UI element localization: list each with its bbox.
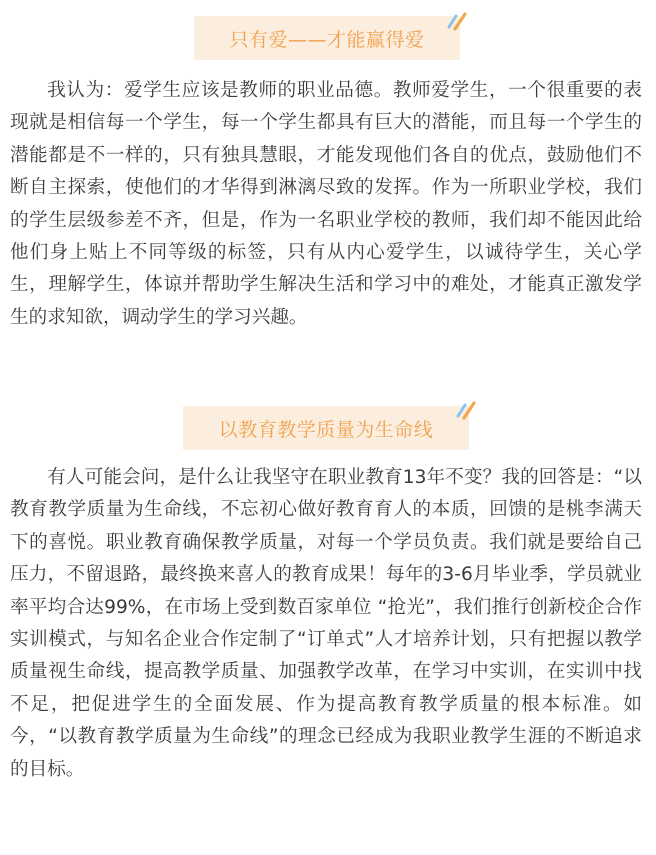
section-title-wrap — [0, 406, 656, 454]
section-title-wrap — [0, 16, 656, 64]
section-title — [183, 406, 469, 450]
section-love — [0, 16, 656, 64]
section-title-text: 以教育教学质量为生命线 — [218, 418, 434, 441]
section-title-text: 只有爱——才能赢得爱 — [229, 28, 425, 51]
section-paragraph: 有人可能会问，是什么让我坚守在职业教育13年不变？我的回答是：“以教育教学质量为生命线，不忘初心做好教育育人的本质，回馈的是桃李满天下的喜悦。职业教育确保教学质量，对每一个学员负责。我们就是要给自己压力，不留退路，最终换来喜人的教育成果！每年的3-6月毕业季，学员就业率平均合达99%，在市场上受到数百家单位 “抢光”，我们推行创新校企合作实训模式，与知名企业合作定制了“订单式”人才培养计划，只有把握以教学质量视生命线，提高教学质量、加强教学改革，在学习中实训，在实训中找不足，把促进学生的全面发展、作为提高教育教学质量的根本标准。如今，“以教育教学质量为生命线”的理念已经成为我职业教学生涯的不断追求的目标。 — [10, 467, 642, 780]
pencil-strokes-icon — [455, 399, 477, 421]
pencil-strokes-icon — [446, 10, 468, 32]
section-quality — [0, 406, 656, 454]
section-title — [194, 16, 460, 60]
section-paragraph: 我认为：爱学生应该是教师的职业品德。教师爱学生，一个很重要的表现就是相信每一个学生，每一个学生都具有巨大的潜能，而且每一个学生的潜能都是不一样的，只有独具慧眼，才能发现他们各自的优点，鼓励他们不断自主探索，使他们的才华得到淋漓尽致的发挥。作为一所职业学校，我们的学生层级参差不齐，但是，作为一名职业学校的教师，我们却不能因此给他们身上贴上不同等级的标签，只有从内心爱学生，以诚待学生，关心学生，理解学生，体谅并帮助学生解决生活和学习中的难处，才能真正激发学生的求知欲，调动学生的学习兴趣。 — [10, 80, 642, 328]
